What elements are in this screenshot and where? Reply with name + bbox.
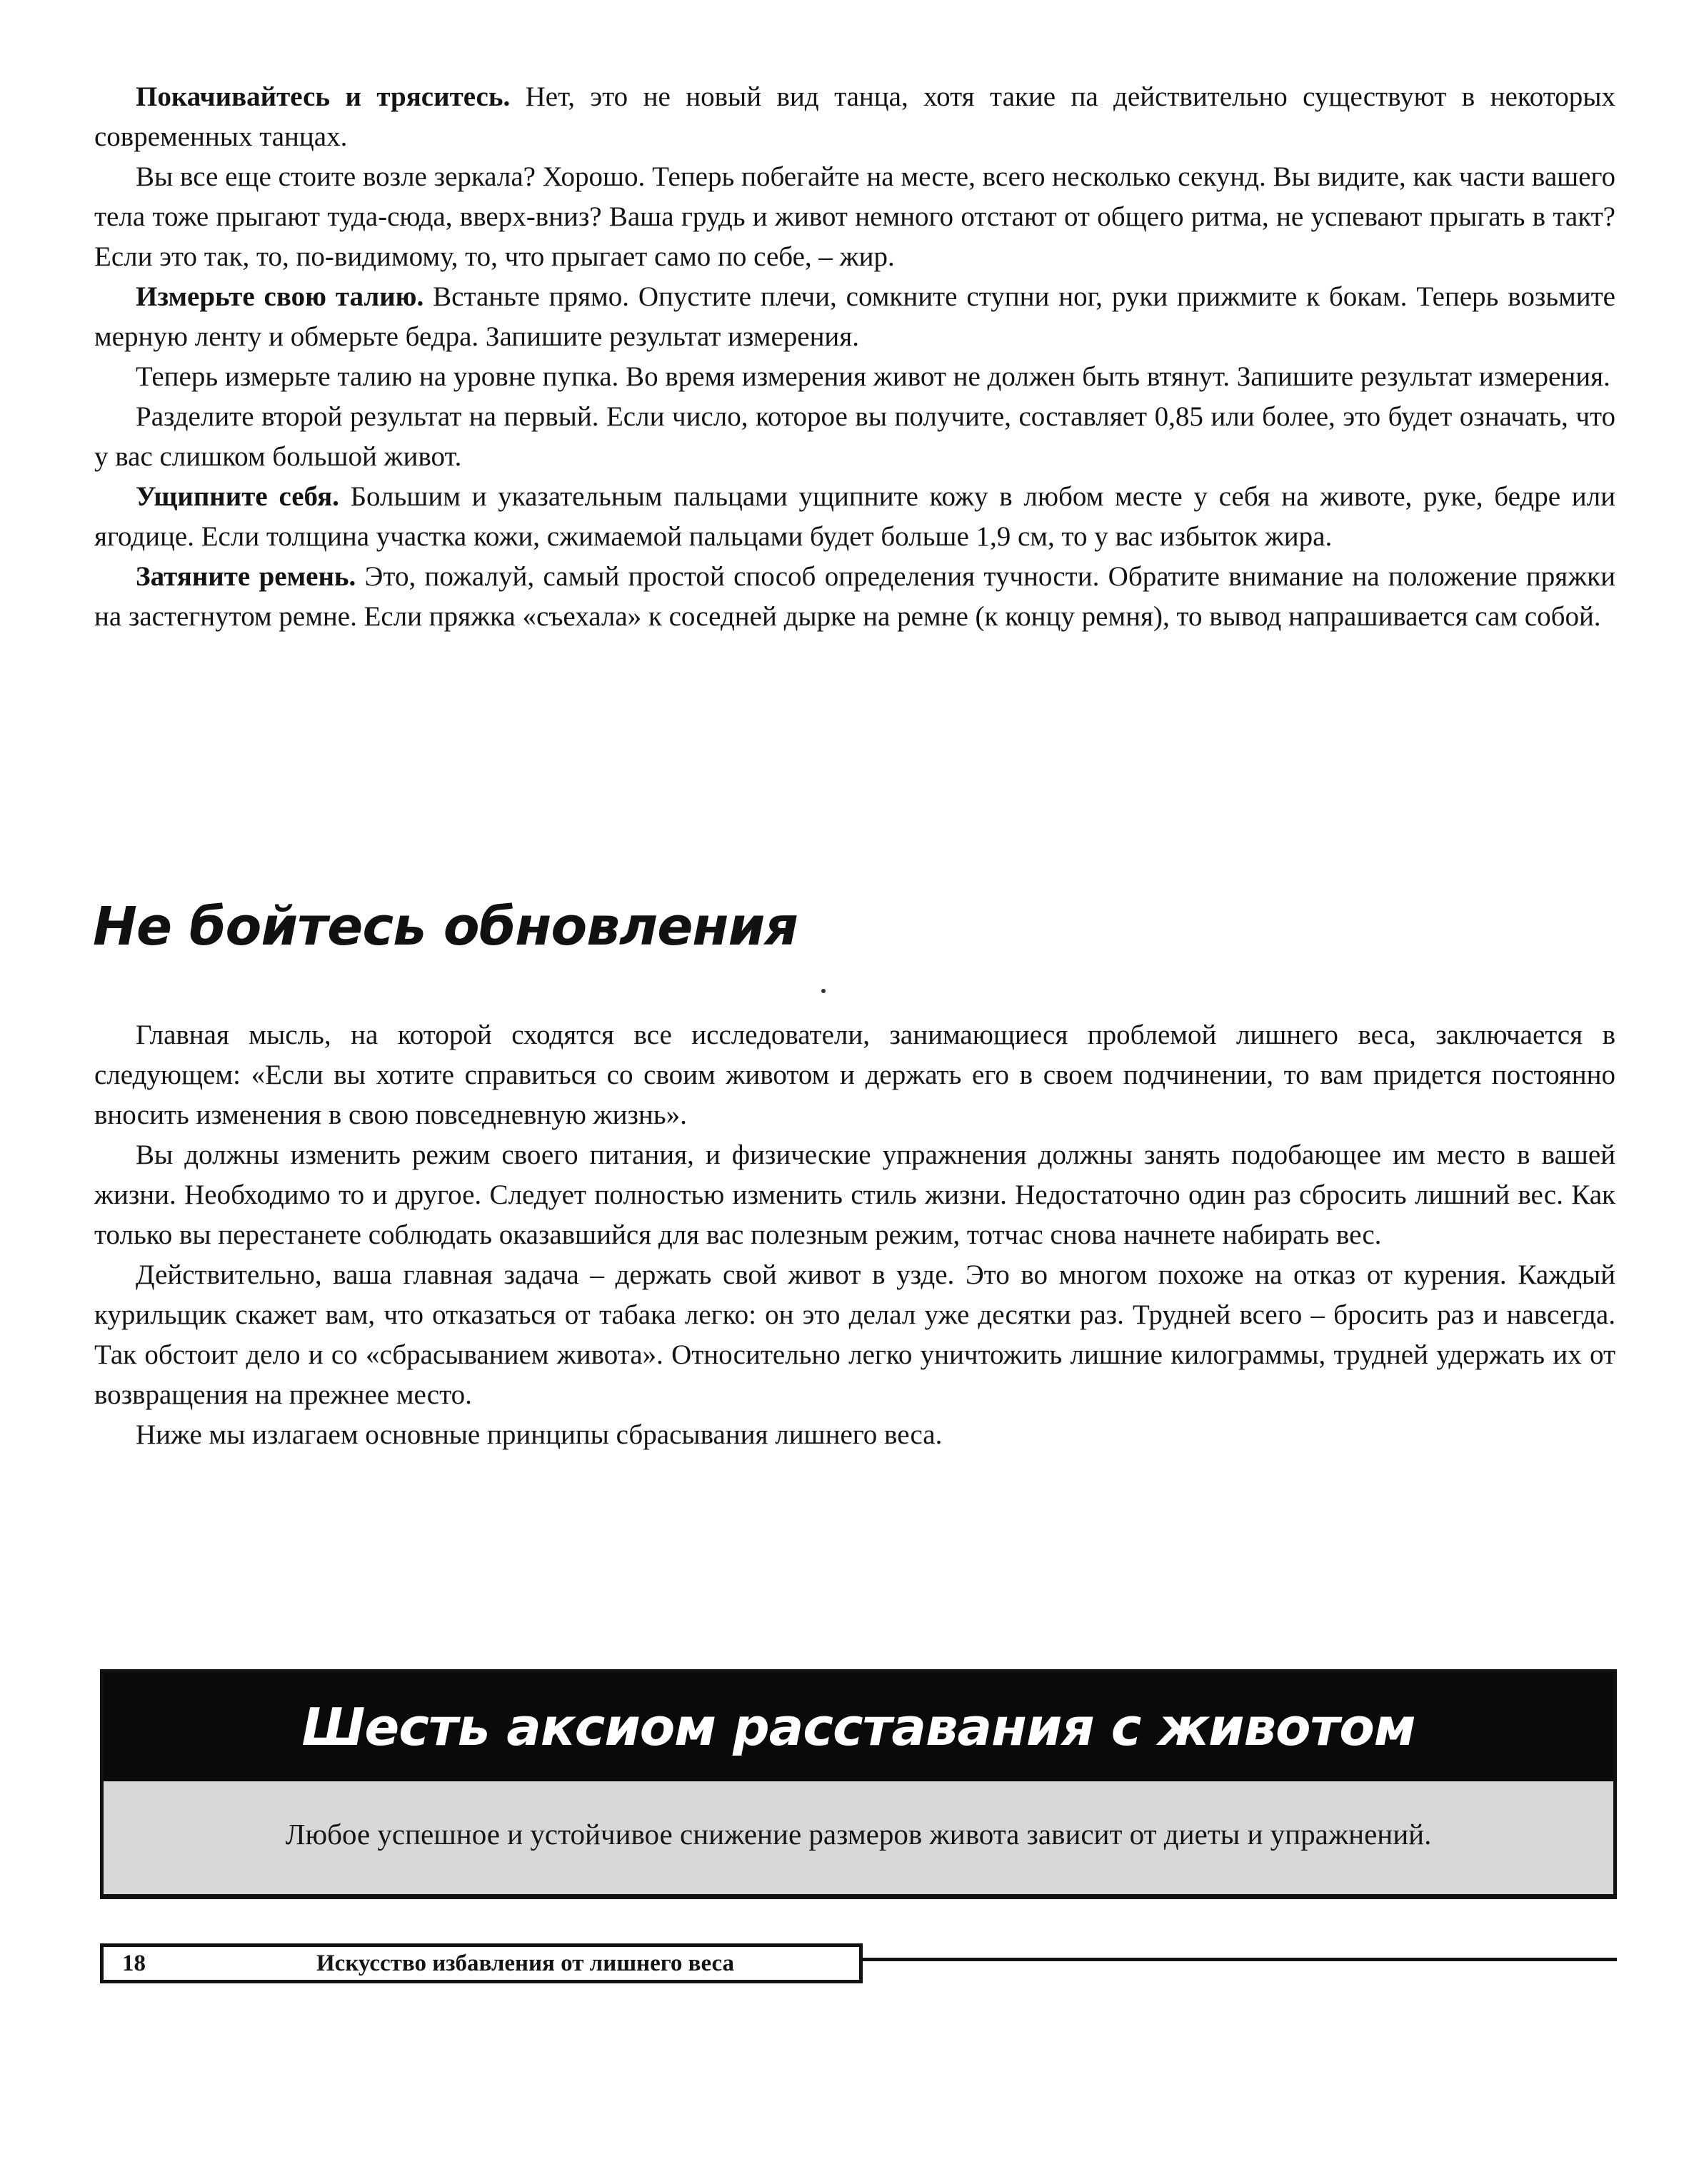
paragraph: Действительно, ваша главная задача – держать свой живот в узде. Это во многом похоже на отказ от курения. Каждый курильщик скажет вам, что отказаться от табака легко: он это делал уже десятки раз. Трудней всего – бросить раз и навсегда. Так обстоит дело и со «сбрасыванием живота». Относительно легко уничтожить лишние килограммы, трудней удержать их от возвращения на прежнее место. <box>94 1259 1615 1410</box>
axiom-callout-box <box>100 1669 1617 1899</box>
paragraph <box>94 77 1615 157</box>
body-text-bottom <box>94 1015 1615 1455</box>
axiom-title: Шесть аксиом расставания с животом <box>301 1697 1415 1757</box>
paragraph-text: Нет, это не новый вид танца, хотя такие па действительно существуют в некоторых современных танцах. <box>94 81 1615 152</box>
footer-label-box <box>100 1943 863 1983</box>
paragraph-text: Большим и указательным пальцами ущипните кожу в любом месте у себя на животе, руке, бедре или ягодице. Если толщина участка кожи, сжимаемой пальцами будет больше 1,9 см, то у вас избыток жира. <box>94 481 1615 552</box>
paragraph <box>94 157 1615 277</box>
footer-rule <box>863 1958 1617 1961</box>
paragraph-lead: Затяните ремень. <box>136 561 356 592</box>
axiom-title-bar <box>104 1673 1613 1781</box>
body-text-top <box>94 77 1615 637</box>
page-number: 18 <box>122 1950 146 1976</box>
paragraph-text: Теперь измерьте талию на уровне пупка. Во время измерения живот не должен быть втянут. Запишите результат измерения. <box>136 361 1610 392</box>
paragraph-text: Это, пожалуй, самый простой способ определения тучности. Обратите внимание на положение пряжки на застегнутом ремне. Если пряжка «съехала» к соседней дырке на ремне (к концу ремня), то вывод напрашивается сам собой. <box>94 561 1616 632</box>
print-speck <box>821 989 826 993</box>
paragraph-text: Встаньте прямо. Опустите плечи, сомкните ступни ног, руки прижмите к бокам. Теперь возьмите мерную ленту и обмерьте бедра. Запишите результат измерения. <box>94 281 1615 352</box>
paragraph <box>94 557 1615 637</box>
paragraph <box>94 277 1615 357</box>
paragraph <box>94 397 1615 477</box>
paragraph-text: Разделите второй результат на первый. Если число, которое вы получите, составляет 0,85 или более, это будет означать, что у вас слишком большой живот. <box>94 401 1615 472</box>
page-footer <box>100 1943 1617 1983</box>
paragraph <box>94 357 1615 397</box>
running-title: Искусство избавления от лишнего веса <box>316 1950 735 1976</box>
paragraph: Главная мысль, на которой сходятся все исследователи, занимающиеся проблемой лишнего веса, заключается в следующем: «Если вы хотите справиться со своим животом и держать его в своем подчинении, то вам придется постоянно вносить изменения в свою повседневную жизнь». <box>94 1020 1615 1130</box>
paragraph-lead: Покачивайтесь и тряситесь. <box>136 81 511 112</box>
section-heading: Не бойтесь обновления <box>93 896 798 957</box>
paragraph-text: Вы все еще стоите возле зеркала? Хорошо. Теперь побегайте на месте, всего несколько секунд. Вы видите, как части вашего тела тоже прыгают туда-сюда, вверх-вниз? Ваша грудь и живот немного отстают от общего ритма, не успевают прыгать в такт? Если это так, то, по-видимому, то, что прыгает само по себе, – жир. <box>94 161 1615 272</box>
paragraph-lead: Ущипните себя. <box>136 481 339 512</box>
axiom-text: Любое успешное и устойчивое снижение размеров живота зависит от диеты и упражнений. <box>285 1818 1432 1851</box>
paragraph: Ниже мы излагаем основные принципы сбрасывания лишнего веса. <box>136 1419 943 1450</box>
paragraph <box>94 477 1615 557</box>
paragraph: Вы должны изменить режим своего питания, и физические упражнения должны занять подобающее им место в вашей жизни. Необходимо то и другое. Следует полностью изменить стиль жизни. Недостаточно один раз сбросить лишний вес. Как только вы перестанете соблюдать оказавшийся для вас полезным режим, тотчас снова начнете набирать вес. <box>94 1139 1615 1250</box>
paragraph-lead: Измерьте свою талию. <box>136 281 424 312</box>
